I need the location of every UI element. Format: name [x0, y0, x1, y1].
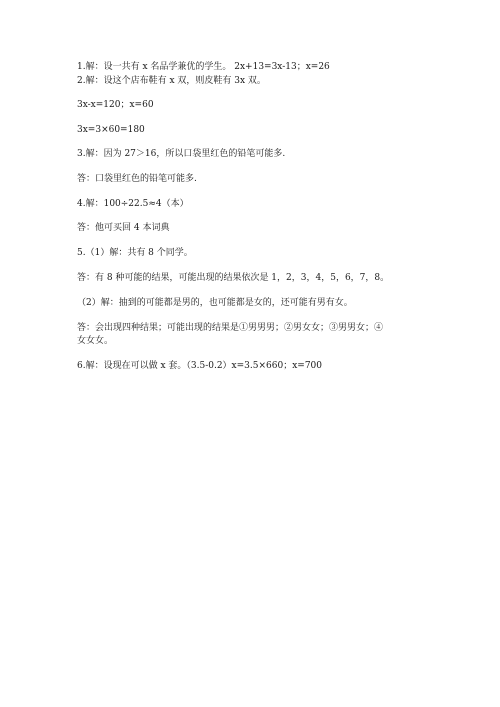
answer-2-equation-1: 3x-x=120；x=60: [77, 100, 154, 110]
answer-4-conclusion: 答：他可买回 4 本词典: [77, 223, 170, 233]
answer-6-line: 6.解：设现在可以做 x 套。（3.5-0.2）x=3.5×660；x=700: [77, 361, 322, 371]
answer-5-part-2-conclusion: 答：会出现四种结果；可能出现的结果是①男男男；②男女女；③男男女；④: [77, 323, 384, 333]
answer-5-part-2: （2）解：抽到的可能都是男的，也可能都是女的，还可能有男有女。: [77, 298, 353, 308]
answer-5-part-1-conclusion: 答：有 8 种可能的结果，可能出现的结果依次是 1，2，3，4，5，6，7，8。: [77, 273, 390, 283]
answer-3-line: 3.解：因为 27＞16，所以口袋里红色的铅笔可能多.: [77, 149, 286, 159]
answer-5-part-2-conclusion-continued: 女女女。: [77, 336, 114, 346]
answer-3-conclusion: 答：口袋里红色的铅笔可能多.: [77, 174, 197, 184]
answer-1-line: 1.解：设一共有 x 名品学兼优的学生。 2x+13=3x-13；x=26: [77, 62, 330, 72]
answer-2-line: 2.解：设这个店布鞋有 x 双，则皮鞋有 3x 双。: [77, 76, 266, 86]
answer-5-part-1: 5.（1）解：共有 8 个同学。: [77, 248, 193, 258]
answer-4-line: 4.解：100÷22.5≈4（本）: [77, 199, 189, 209]
answer-2-equation-2: 3x=3×60=180: [77, 125, 145, 135]
